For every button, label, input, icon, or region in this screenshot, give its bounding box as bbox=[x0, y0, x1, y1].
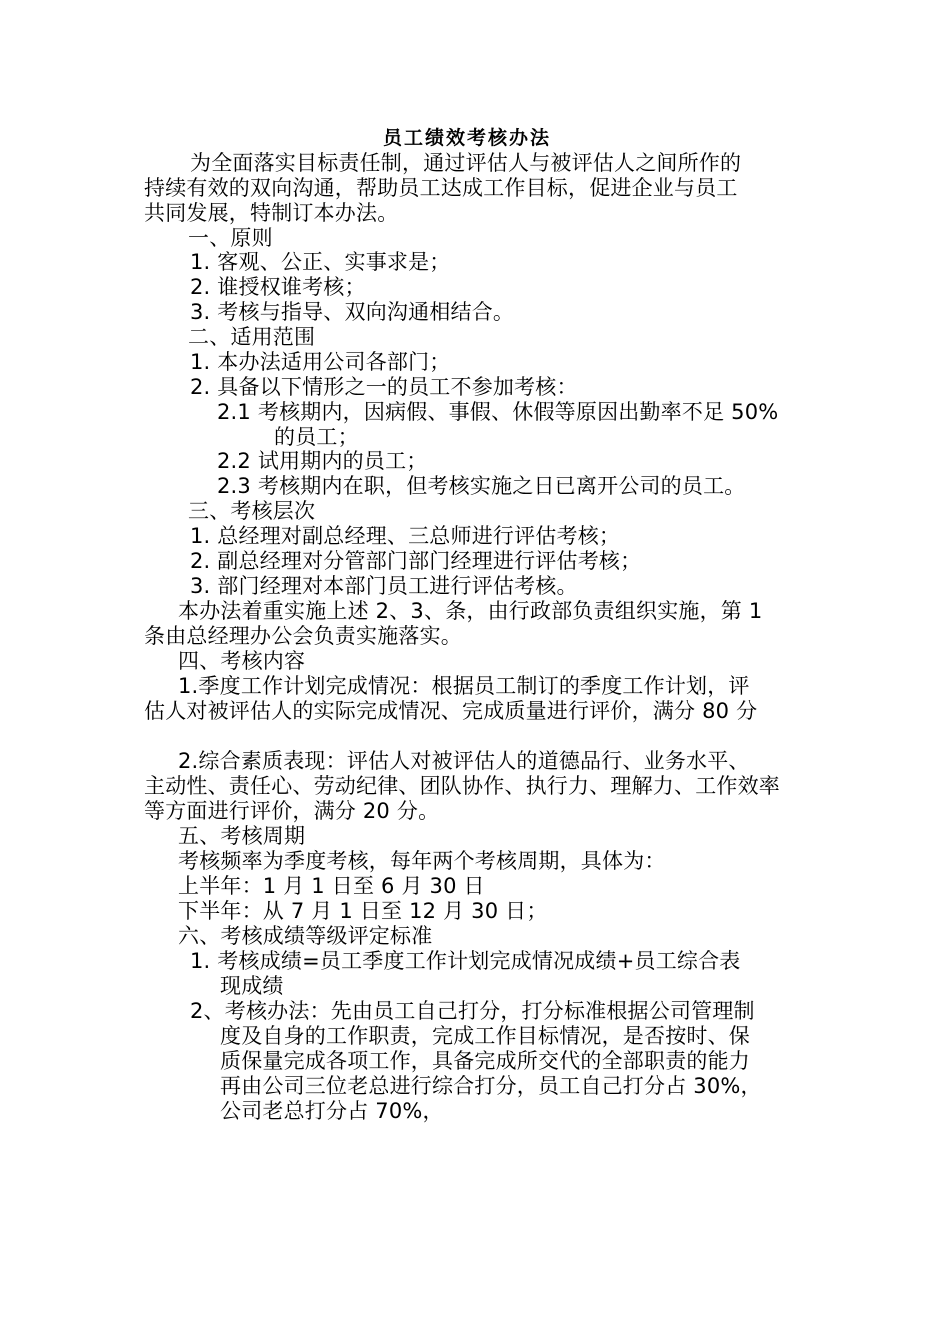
intro-line-3: 共同发展，特制订本办法。 bbox=[144, 201, 399, 225]
cycle-line-1: 考核频率为季度考核，每年两个考核周期，具体为： bbox=[178, 849, 666, 873]
scope-sub-item-1: 2.1 考核期内，因病假、事假、休假等原因出勤率不足 50% bbox=[217, 400, 779, 424]
document-title: 员工绩效考核办法 bbox=[383, 127, 552, 149]
scope-sub-item-1-cont: 的员工； bbox=[274, 425, 359, 449]
content-item-1-line-2: 估人对被评估人的实际完成情况、完成质量进行评价，满分 80 分 bbox=[144, 699, 758, 723]
grading-item-1-line-2: 现成绩 bbox=[220, 974, 284, 998]
level-item-1: 1. 总经理对副总经理、三总师进行评估考核； bbox=[190, 524, 621, 548]
principle-item-2: 2. 谁授权谁考核； bbox=[190, 275, 366, 299]
level-item-3: 3. 部门经理对本部门员工进行评估考核。 bbox=[190, 574, 578, 598]
scope-item-1: 1. 本办法适用公司各部门； bbox=[190, 350, 451, 374]
content-item-2-line-3: 等方面进行评价，满分 20 分。 bbox=[144, 799, 440, 823]
grading-item-2-line-1: 2、考核办法：先由员工自己打分，打分标准根据公司管理制 bbox=[190, 999, 755, 1023]
scope-sub-item-2: 2.2 试用期内的员工； bbox=[217, 449, 428, 473]
principle-item-1: 1. 客观、公正、实事求是； bbox=[190, 250, 451, 274]
cycle-line-2: 上半年：1 月 1 日至 6 月 30 日 bbox=[178, 874, 485, 898]
scope-item-2: 2. 具备以下情形之一的员工不参加考核： bbox=[190, 375, 578, 399]
section-heading-levels: 三、考核层次 bbox=[188, 499, 316, 523]
cycle-line-3: 下半年：从 7 月 1 日至 12 月 30 日； bbox=[178, 899, 548, 923]
section-heading-scope: 二、适用范围 bbox=[188, 325, 316, 349]
scope-sub-item-3: 2.3 考核期内在职，但考核实施之日已离开公司的员工。 bbox=[217, 474, 746, 498]
content-item-2-line-1: 2.综合素质表现：评估人对被评估人的道德品行、业务水平、 bbox=[178, 749, 750, 773]
grading-item-1-line-1: 1. 考核成绩=员工季度工作计划完成情况成绩+员工综合表 bbox=[190, 949, 741, 973]
intro-line-2: 持续有效的双向沟通，帮助员工达成工作目标，促进企业与员工 bbox=[144, 176, 738, 200]
principle-item-3: 3. 考核与指导、双向沟通相结合。 bbox=[190, 300, 515, 324]
grading-item-2-line-4: 再由公司三位老总进行综合打分，员工自己打分占 30%， bbox=[220, 1074, 762, 1098]
section-heading-grading: 六、考核成绩等级评定标准 bbox=[178, 924, 433, 948]
content-item-2-line-2: 主动性、责任心、劳动纪律、团队协作、执行力、理解力、工作效率 bbox=[144, 774, 780, 798]
grading-item-2-line-3: 质保量完成各项工作，具备完成所交代的全部职责的能力 bbox=[220, 1049, 750, 1073]
levels-note-line-2: 条由总经理办公会负责实施落实。 bbox=[144, 624, 462, 648]
section-heading-cycle: 五、考核周期 bbox=[178, 824, 306, 848]
intro-line-1: 为全面落实目标责任制，通过评估人与被评估人之间所作的 bbox=[190, 151, 742, 175]
grading-item-2-line-5: 公司老总打分占 70%， bbox=[220, 1099, 444, 1123]
section-heading-principles: 一、原则 bbox=[188, 226, 273, 250]
section-heading-content: 四、考核内容 bbox=[178, 649, 306, 673]
level-item-2: 2. 副总经理对分管部门部门经理进行评估考核； bbox=[190, 549, 642, 573]
content-item-1-line-1: 1.季度工作计划完成情况：根据员工制订的季度工作计划，评 bbox=[178, 674, 750, 698]
levels-note-line-1: 本办法着重实施上述 2、3、条，由行政部负责组织实施，第 1 bbox=[178, 599, 763, 623]
grading-item-2-line-2: 度及自身的工作职责，完成工作目标情况，是否按时、保 bbox=[220, 1024, 750, 1048]
